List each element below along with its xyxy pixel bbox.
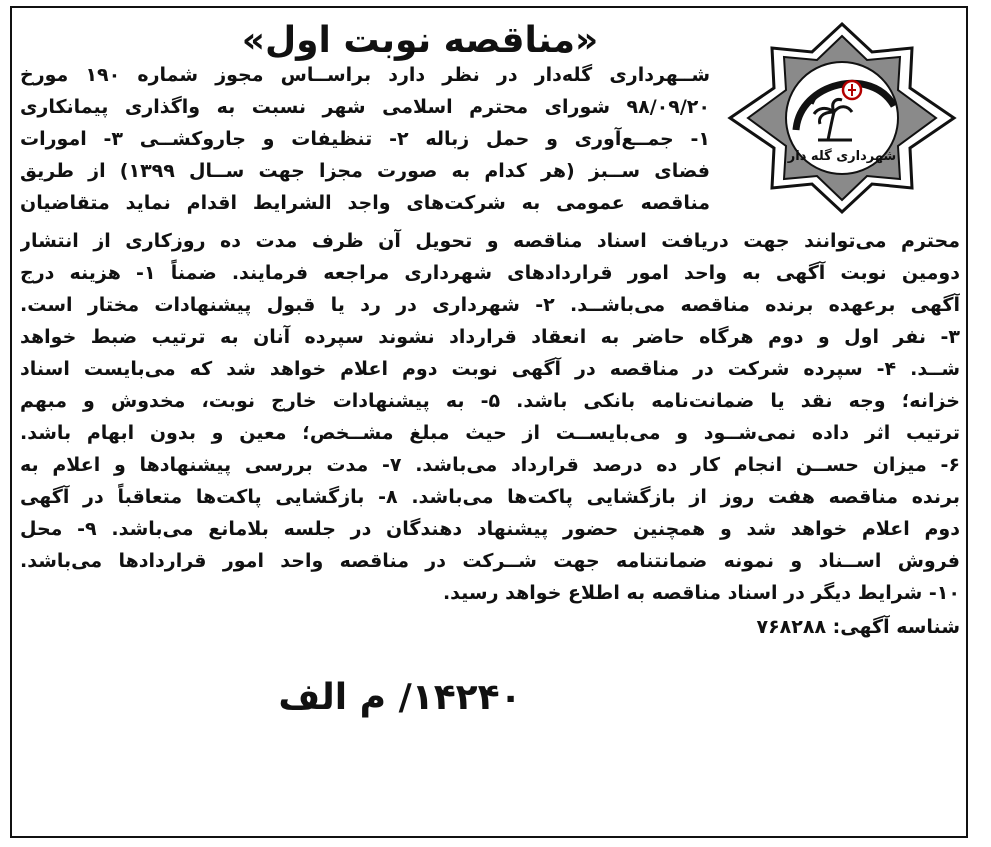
notice-line-12: ترتیب اثر داده نمی‌شــود و می‌بایســت از حیث مبلغ مشــخص؛ معین و بدون ابهام باشد. — [20, 422, 960, 444]
notice-line-13: ۶- میزان حســن انجام کار ده درصد قرارداد می‌باشد. ۷- مدت بررسی پیشنهادها و اعلام به — [20, 454, 960, 476]
notice-line-17: ۱۰- شرایط دیگر در اسناد مناقصه به اطلاع خواهد رسید. — [442, 582, 960, 604]
notice-line-10: شــد. ۴- سپرده شرکت در مناقصه در آگهی نوبت دوم اعلام خواهد شد که می‌بایست اسناد — [20, 358, 960, 380]
notice-line-4: فضای ســبز (هر کدام به صورت مجزا جهت ســال ۱۳۹۹) از طریق — [20, 160, 710, 182]
notice-line-3: ۱- جمــع‌آوری و حمل زباله ۲- تنظیفات و جاروکشــی ۳- امورات — [20, 128, 710, 150]
municipality-logo — [722, 20, 962, 216]
notice-line-11: خزانه؛ وجه نقد یا ضمانت‌نامه بانکی باشد. ۵- به پیشنهادات خارج نوبت، مخدوش و مبهم — [20, 390, 960, 412]
notice-title: «مناقصه نوبت اول» — [241, 20, 599, 61]
notice-line-7: دومین نوبت آگهی به واحد امور قراردادهای شهرداری مراجعه فرمایند. ضمناً ۱- هزینه درج — [20, 262, 960, 284]
notice-line-1: شــهرداری گله‌دار در نظر دارد براســاس مجوز شماره ۱۹۰ مورخ — [20, 64, 710, 86]
notice-line-6: محترم می‌توانند جهت دریافت اسناد مناقصه و تحویل آن ظرف مدت ده روزکاری از انتشار — [20, 230, 960, 252]
notice-line-9: ۳- نفر اول و دوم هرگاه حاضر به انعقاد قرارداد نشوند سپرده آنان به ترتیب ضبط خواهد — [20, 326, 960, 348]
notice-line-2: ۹۸/۰۹/۲۰ شورای محترم اسلامی شهر نسبت به واگذاری پیمانکاری — [20, 96, 710, 118]
notice-line-8: آگهی برعهده برنده مناقصه می‌باشــد. ۲- شهرداری در رد یا قبول پیشنهادات مختار است. — [20, 294, 960, 316]
ad-number: ۱۴۲۴۰/ م الف — [278, 677, 522, 718]
notice-line-16: فروش اســناد و نمونه ضمانتنامه جهت شــرکت در مناقصه واحد امور قراردادها می‌باشد. — [20, 550, 960, 572]
notice-line-15: دوم اعلام خواهد شد و همچنین حضور پیشنهاد دهندگان در جلسه بلامانع می‌باشد. ۹- محل — [20, 518, 960, 540]
ad-identifier: شناسه آگهی: ۷۶۸۲۸۸ — [756, 616, 960, 638]
notice-line-14: برنده مناقصه هفت روز از بازگشایی پاکت‌ها می‌باشد. ۸- بازگشایی پاکت‌ها متعاقباً در آگهی — [20, 486, 960, 508]
notice-line-5: مناقصه عمومی به شرکت‌های واجد الشرایط اقدام نماید متقاضیان — [20, 192, 710, 214]
logo-text: شهرداری گله دار — [787, 149, 897, 164]
